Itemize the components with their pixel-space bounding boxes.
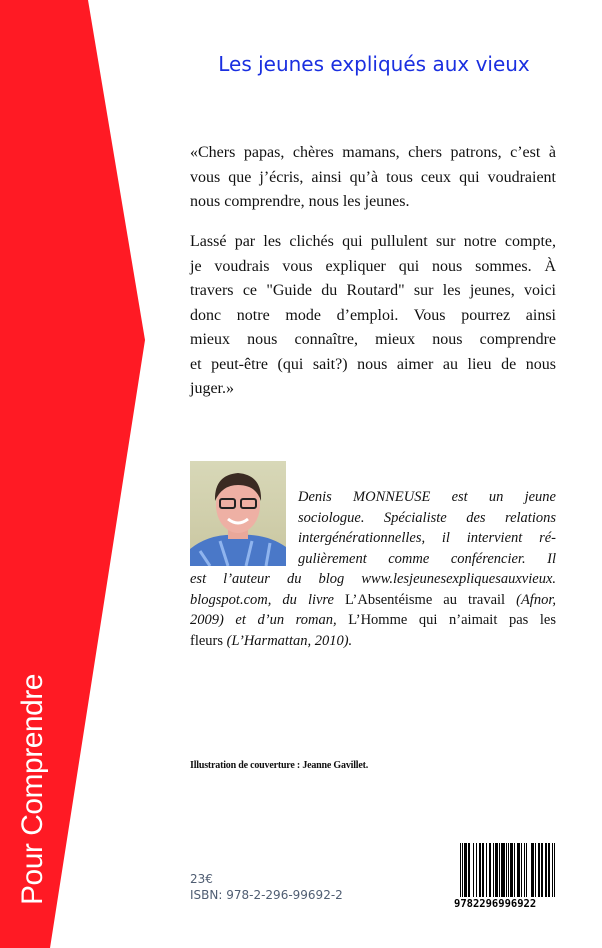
barcode-bar <box>499 843 500 897</box>
blurb-line: vous que j’écris, ainsi qu’à tous ceux qui voudraient <box>190 168 556 186</box>
bio-line <box>190 631 556 652</box>
isbn: ISBN: 978-2-296-99692-2 <box>190 888 343 902</box>
blurb-line: mieux nous connaître, mieux nous comprendre <box>190 331 556 348</box>
barcode <box>452 843 558 909</box>
barcode-bar <box>535 843 536 897</box>
barcode-bar <box>526 843 527 897</box>
barcode-bar <box>462 843 463 897</box>
barcode-bar <box>552 843 553 897</box>
blurb-paragraph-2 <box>190 230 556 402</box>
bio-text: (L’Harmattan, 2010). <box>223 632 353 649</box>
blurb-line: donc notre mode d’emploi. Vous pourrez ainsi <box>190 306 556 324</box>
barcode-bar <box>517 843 518 897</box>
barcode-bar <box>466 843 467 897</box>
barcode-bar <box>545 843 546 897</box>
blurb-line: nous comprendre, nous les jeunes. <box>190 193 410 210</box>
barcode-bar <box>465 843 466 897</box>
barcode-bar <box>480 843 481 897</box>
book-title: Les jeunes expliqués aux vieux <box>218 52 530 76</box>
barcode-bar <box>464 843 465 897</box>
bio-text: blogspot.com, du livre <box>190 591 346 608</box>
barcode-bar <box>489 843 490 897</box>
bio-line: est l’auteur du blog www.lesjeunesexpliquesauxvieux. <box>190 571 556 587</box>
novel-title-end: fleurs <box>190 632 224 649</box>
barcode-bar <box>512 843 513 897</box>
barcode-bar <box>554 843 555 897</box>
barcode-bar <box>532 843 533 897</box>
barcode-bar <box>476 843 477 897</box>
barcode-bar <box>546 843 547 897</box>
barcode-bar <box>479 843 480 897</box>
barcode-bar <box>469 843 470 897</box>
barcode-bar <box>542 843 543 897</box>
barcode-bar <box>548 843 549 897</box>
bio-line <box>190 590 556 611</box>
barcode-bar <box>508 843 509 897</box>
barcode-bar <box>531 843 532 897</box>
bio-text: (Afnor, <box>505 591 556 608</box>
author-bio-rest <box>190 569 556 651</box>
cover-credit: Illustration de couverture : Jeanne Gavillet. <box>190 760 369 771</box>
blurb-paragraph-1 <box>190 141 556 215</box>
barcode-bar <box>521 843 522 897</box>
bio-line: intergénérationnelles, il intervient ré- <box>298 530 556 546</box>
barcode-bar <box>504 843 505 897</box>
bio-line <box>190 610 556 631</box>
blurb-line: «Chers papas, chères mamans, chers patrons, c’est à <box>190 144 556 161</box>
barcode-bar <box>549 843 550 897</box>
barcode-bar <box>524 843 525 897</box>
barcode-bar <box>511 843 512 897</box>
barcode-bar <box>490 843 491 897</box>
barcode-bar <box>460 843 461 897</box>
author-photo <box>190 461 286 566</box>
barcode-bar <box>519 843 520 897</box>
novel-title: L’Homme qui n’aimait pas les <box>348 612 556 628</box>
barcode-bar <box>502 843 503 897</box>
barcode-bar <box>510 843 511 897</box>
bio-line: Denis MONNEUSE est un jeune <box>298 489 556 505</box>
barcode-bar <box>495 843 496 897</box>
barcode-bar <box>501 843 502 897</box>
blurb-line: je voudrais vous expliquer qui nous sommes. À <box>190 257 556 275</box>
barcode-bar <box>473 843 474 897</box>
series-label: Pour Comprendre <box>16 674 49 905</box>
blurb-line: Lassé par les clichés qui pullulent sur notre compte, <box>190 233 556 250</box>
barcode-bar <box>497 843 498 897</box>
blurb-line: juger.» <box>190 380 234 397</box>
book-title-absenteisme: L’Absentéisme au travail <box>345 591 506 608</box>
barcode-bar <box>496 843 497 897</box>
barcode-bar <box>468 843 469 897</box>
barcode-bar <box>503 843 504 897</box>
bio-text: 2009) et d’un roman, <box>190 612 349 628</box>
barcode-digits: 9782296996922 <box>454 898 537 909</box>
barcode-bar <box>539 843 540 897</box>
price: 23€ <box>190 872 213 886</box>
barcode-bar <box>538 843 539 897</box>
author-bio-intro <box>298 487 556 569</box>
barcode-bar <box>486 843 487 897</box>
barcode-bar <box>493 843 494 897</box>
barcode-bar <box>541 843 542 897</box>
barcode-bar <box>518 843 519 897</box>
barcode-bar <box>506 843 507 897</box>
bio-line: gulièrement comme conférencier. Il <box>298 550 556 567</box>
barcode-bar <box>514 843 515 897</box>
bio-line: sociologue. Spécialiste des relations <box>298 509 556 526</box>
blurb-line: et peut-être (qui sait?) nous aimer au lieu de nous <box>190 355 556 373</box>
blurb-line: travers ce "Guide du Routard" sur les jeunes, voici <box>190 282 556 299</box>
barcode-bar <box>533 843 534 897</box>
barcode-bar <box>482 843 483 897</box>
barcode-bar <box>483 843 484 897</box>
price-block <box>190 871 343 903</box>
